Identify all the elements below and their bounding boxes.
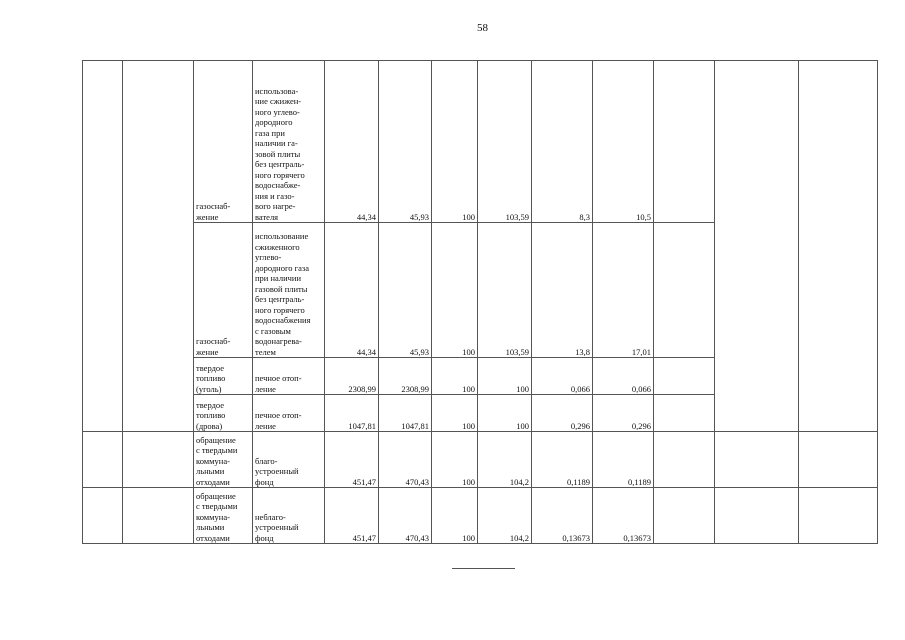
blank-cell bbox=[715, 61, 799, 432]
description-cell: неблаго- устроенный фонд bbox=[253, 488, 325, 544]
value-cell-4: 104,2 bbox=[478, 432, 532, 488]
description-cell: благо- устроенный фонд bbox=[253, 432, 325, 488]
value-cell-4: 104,2 bbox=[478, 488, 532, 544]
value-cell-2: 1047,81 bbox=[379, 395, 432, 432]
blank-cell bbox=[654, 358, 715, 395]
value-cell-2: 45,93 bbox=[379, 61, 432, 223]
category-cell: газоснаб- жение bbox=[194, 223, 253, 358]
value-cell-3: 100 bbox=[432, 358, 478, 395]
category-cell: твердое топливо (уголь) bbox=[194, 358, 253, 395]
value-cell-4: 103,59 bbox=[478, 223, 532, 358]
value-cell-5: 0,1189 bbox=[532, 432, 593, 488]
value-cell-4: 103,59 bbox=[478, 61, 532, 223]
blank-cell bbox=[83, 432, 123, 488]
value-cell-6: 0,296 bbox=[593, 395, 654, 432]
blank-cell bbox=[654, 395, 715, 432]
blank-cell bbox=[123, 488, 194, 544]
table-row bbox=[83, 61, 878, 223]
blank-cell bbox=[654, 223, 715, 358]
blank-cell bbox=[654, 432, 715, 488]
value-cell-5: 13,8 bbox=[532, 223, 593, 358]
category-cell: обращение с твердыми коммуна- льными отходами bbox=[194, 432, 253, 488]
blank-cell bbox=[799, 488, 878, 544]
category-cell: твердое топливо (дрова) bbox=[194, 395, 253, 432]
tariff-table bbox=[82, 60, 878, 544]
page-number: 58 bbox=[477, 22, 488, 34]
table-row bbox=[83, 432, 878, 488]
value-cell-5: 0,296 bbox=[532, 395, 593, 432]
blank-cell bbox=[654, 61, 715, 223]
blank-cell bbox=[83, 61, 123, 432]
value-cell-4: 100 bbox=[478, 395, 532, 432]
value-cell-6: 10,5 bbox=[593, 61, 654, 223]
blank-cell bbox=[715, 432, 799, 488]
table-row bbox=[83, 488, 878, 544]
category-cell: газоснаб- жение bbox=[194, 61, 253, 223]
value-cell-2: 45,93 bbox=[379, 223, 432, 358]
value-cell-5: 8,3 bbox=[532, 61, 593, 223]
blank-cell bbox=[799, 432, 878, 488]
blank-cell bbox=[799, 61, 878, 432]
value-cell-1: 2308,99 bbox=[325, 358, 379, 395]
value-cell-1: 44,34 bbox=[325, 223, 379, 358]
value-cell-2: 470,43 bbox=[379, 432, 432, 488]
value-cell-3: 100 bbox=[432, 432, 478, 488]
value-cell-1: 451,47 bbox=[325, 432, 379, 488]
value-cell-3: 100 bbox=[432, 223, 478, 358]
blank-cell bbox=[123, 61, 194, 432]
value-cell-3: 100 bbox=[432, 61, 478, 223]
value-cell-6: 0,1189 bbox=[593, 432, 654, 488]
value-cell-6: 0,066 bbox=[593, 358, 654, 395]
category-cell: обращение с твердыми коммуна- льными отходами bbox=[194, 488, 253, 544]
value-cell-4: 100 bbox=[478, 358, 532, 395]
value-cell-1: 44,34 bbox=[325, 61, 379, 223]
value-cell-6: 17,01 bbox=[593, 223, 654, 358]
value-cell-2: 2308,99 bbox=[379, 358, 432, 395]
value-cell-5: 0,13673 bbox=[532, 488, 593, 544]
value-cell-1: 451,47 bbox=[325, 488, 379, 544]
description-cell: использование сжиженного углево- дородного газа при наличии газовой плиты без централь- ного горячего водоснабжения с газовым водонагрева- телем bbox=[253, 223, 325, 358]
description-cell: использова- ние сжижен- ного углево- дородного газа при наличии га- зовой плиты без централь- ного горячего водоснабже- ния и газо- вого нагре- вателя bbox=[253, 61, 325, 223]
value-cell-3: 100 bbox=[432, 395, 478, 432]
blank-cell bbox=[715, 488, 799, 544]
blank-cell bbox=[83, 488, 123, 544]
blank-cell bbox=[123, 432, 194, 488]
description-cell: печное отоп- ление bbox=[253, 395, 325, 432]
footnote-divider bbox=[452, 568, 515, 569]
value-cell-3: 100 bbox=[432, 488, 478, 544]
value-cell-5: 0,066 bbox=[532, 358, 593, 395]
blank-cell bbox=[654, 488, 715, 544]
value-cell-2: 470,43 bbox=[379, 488, 432, 544]
description-cell: печное отоп- ление bbox=[253, 358, 325, 395]
value-cell-1: 1047,81 bbox=[325, 395, 379, 432]
value-cell-6: 0,13673 bbox=[593, 488, 654, 544]
